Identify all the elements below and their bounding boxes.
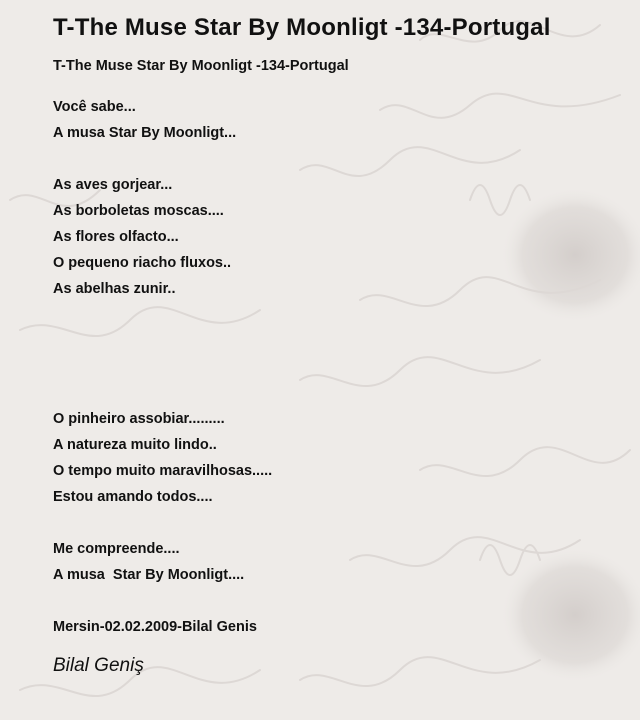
author-name: Bilal Geniş <box>53 655 144 676</box>
poem-signature: Mersin-02.02.2009-Bilal Genis <box>53 619 257 635</box>
poem-body <box>53 94 620 640</box>
poem-line: As abelhas zunir.. <box>53 281 176 297</box>
stanza-gap <box>53 510 620 536</box>
poem-line: A musa Star By Moonligt... <box>53 125 237 141</box>
poem-line: O pequeno riacho fluxos.. <box>53 255 232 271</box>
stanza-3 <box>53 406 620 510</box>
poem-line: O tempo muito maravilhosas..... <box>53 463 273 479</box>
poem-subtitle: T-The Muse Star By Moonligt -134-Portugal <box>53 58 349 74</box>
poem-title: T-The Muse Star By Moonligt -134-Portugal <box>53 14 551 41</box>
poem-line: A natureza muito lindo.. <box>53 437 217 453</box>
poem-line: As aves gorjear... <box>53 177 173 193</box>
poem-line: A musa Star By Moonligt.... <box>53 567 245 583</box>
poem-line: O pinheiro assobiar......... <box>53 411 225 427</box>
stanza-gap <box>53 302 620 406</box>
poem-line: Estou amando todos.... <box>53 489 213 505</box>
poem-line: Me compreende.... <box>53 541 180 557</box>
stanza-gap <box>53 588 620 614</box>
stanza-2 <box>53 172 620 302</box>
poem-line: As borboletas moscas.... <box>53 203 224 219</box>
stanza-1 <box>53 94 620 146</box>
poem-line: As flores olfacto... <box>53 229 179 245</box>
stanza-4 <box>53 536 620 588</box>
poem-line: Você sabe... <box>53 99 136 115</box>
stanza-gap <box>53 146 620 172</box>
